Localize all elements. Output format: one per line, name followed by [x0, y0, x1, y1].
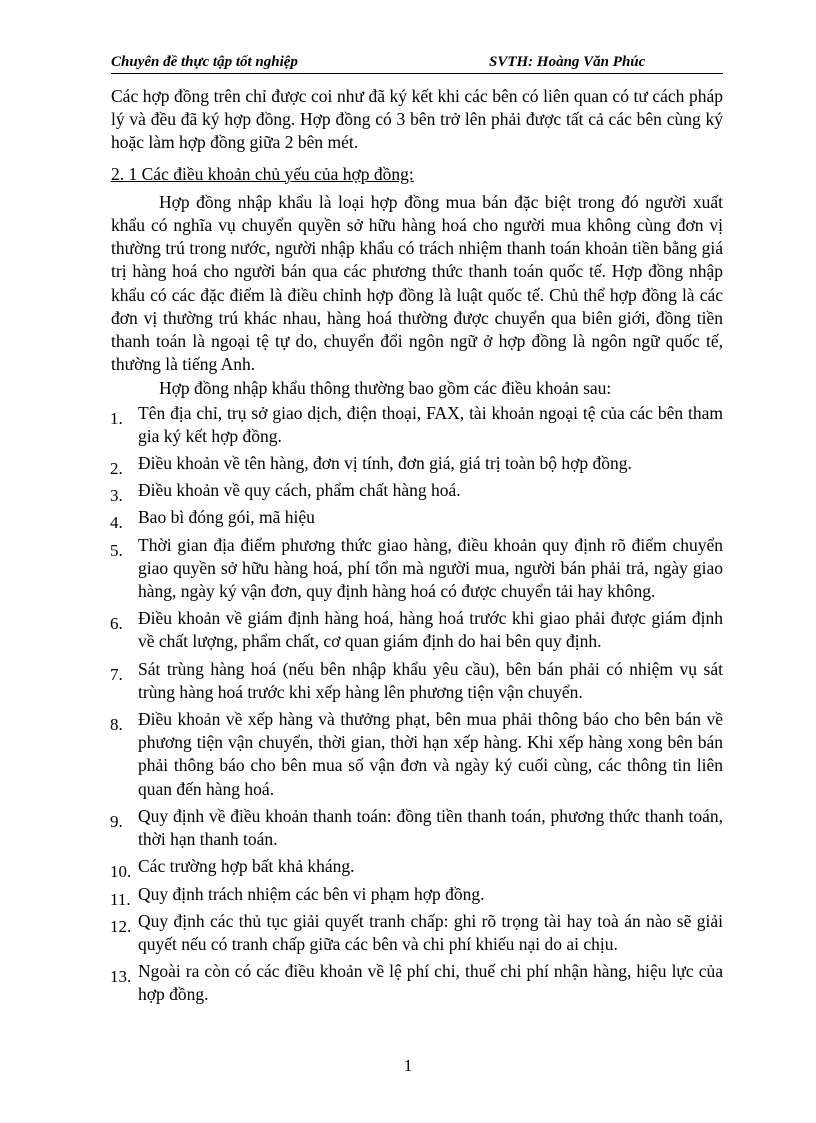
item-number: 1.	[110, 408, 123, 428]
body-paragraph: Hợp đồng nhập khẩu là loại hợp đồng mua bán đặc biệt trong đó người xuất khẩu có nghĩa vụ chuyển quyền sở hữu hàng hoá cho người mua không cùng đơn vị thường trú trong nước, người nhập khẩu có trách nhiệm thanh toán khoản tiền bằng giá trị hàng hoá cho người bán qua các phương thức thanh toán quốc tế. Hợp đồng nhập khẩu có các đặc điểm là điều chỉnh hợp đồng là luật quốc tế. Chủ thể hợp đồng là các đơn vị thường trú khác nhau, hàng hoá thường được chuyển qua biên giới, đồng tiền thanh toán là ngoại tệ tự do, chuyển đổi ngôn ngữ ở hợp đồng là ngôn ngữ quốc tế, thường là tiếng Anh.	[111, 191, 723, 375]
item-text: Quy định trách nhiệm các bên vi phạm hợp đồng.	[138, 883, 485, 904]
list-item	[111, 910, 723, 956]
item-text: Điều khoản về tên hàng, đơn vị tính, đơn giá, giá trị toàn bộ hợp đồng.	[138, 453, 632, 474]
list-item	[110, 506, 723, 533]
item-text: Thời gian địa điểm phương thức giao hàng, điều khoản quy định rõ điểm chuyển giao quyền sở hữu hàng hoá, phí tổn mà người mua, người bán phải trả, ngày giao hàng, ngày ký vận đơn, quy định hàng hoá có được chuyển tải hay không.	[138, 534, 723, 602]
list-item	[111, 805, 723, 851]
page-number: 1	[403, 1056, 413, 1075]
item-text: Điều khoản về giám định hàng hoá, hàng hoá trước khi giao phải được giám định về chất lượng, phẩm chất, cơ quan giám định do hai bên quy định.	[138, 608, 723, 652]
list-lead: Hợp đồng nhập khẩu thông thường bao gồm các điều khoản sau:	[159, 378, 612, 399]
item-text: Quy định về điều khoản thanh toán: đồng tiền thanh toán, phương thức thanh toán, thời hạn thanh toán.	[138, 805, 723, 850]
item-text: Các trường hợp bất khả kháng.	[138, 856, 355, 877]
list-item	[111, 658, 723, 704]
item-number: 5.	[110, 540, 123, 560]
item-number: 9.	[110, 811, 123, 831]
list-item	[110, 452, 723, 479]
item-number: 10.	[110, 862, 132, 882]
list-item	[111, 708, 723, 801]
item-number: 11.	[110, 889, 131, 909]
intro-paragraph: Các hợp đồng trên chỉ được coi như đã ký kết khi các bên có liên quan có tư cách pháp lý và đều đã ký hợp đồng. Hợp đồng có 3 bên trở lên phải được tất cả các bên cùng ký hoặc làm hợp đồng giữa 2 bên mét.	[111, 86, 723, 153]
list-item	[111, 960, 723, 1006]
item-number: 8.	[110, 715, 123, 735]
item-text: Điều khoản về xếp hàng và thưởng phạt, bên mua phải thông báo cho bên bán về phương tiện vận chuyển, thời gian, thời hạn xếp hàng. Khi xếp hàng xong bên bán phải thông báo cho bên mua số vận đơn và ngày ký cuối cùng, các thông tin liên quan đến hàng hoá.	[138, 709, 723, 799]
page-body	[111, 85, 723, 1011]
item-text: Quy định các thủ tục giải quyết tranh chấp: ghi rõ trọng tài hay toà án nào sẽ giải quyết nếu có tranh chấp giữa các bên và chi phí khiếu nại do ai chịu.	[138, 910, 723, 954]
list-item	[110, 883, 723, 909]
header-author: SVTH: Hoàng Văn Phúc	[489, 54, 646, 70]
list-item	[110, 855, 723, 882]
item-text: Sát trùng hàng hoá (nếu bên nhập khẩu yêu cầu), bên bán phải có nhiệm vụ sát trùng hàng hoá trước khi xếp hàng lên phương tiện vận chuyển.	[138, 658, 723, 702]
list-item	[110, 479, 723, 506]
item-number: 13.	[110, 967, 132, 987]
item-number: 12.	[110, 916, 132, 936]
list-item	[111, 402, 723, 448]
section-heading: 2. 1 Các điều khoản chủ yếu của hợp đồng:	[111, 163, 414, 184]
item-number: 6.	[110, 614, 123, 634]
item-number: 3.	[110, 486, 123, 506]
page-header	[111, 53, 723, 74]
item-text: Điều khoản về quy cách, phẩm chất hàng hoá.	[138, 480, 461, 501]
list-item	[111, 607, 723, 653]
header-title: Chuyên đề thực tập tốt nghiệp	[111, 54, 298, 70]
item-number: 2.	[110, 459, 123, 479]
item-number: 4.	[110, 513, 123, 533]
item-text: Tên địa chỉ, trụ sở giao dịch, điện thoại, FAX, tài khoản ngoại tệ của các bên tham gia ký kết hợp đồng.	[138, 402, 723, 446]
terms-list	[111, 402, 723, 1007]
item-text: Bao bì đóng gói, mã hiệu	[138, 507, 315, 528]
item-text: Ngoài ra còn có các điều khoản về lệ phí chi, thuế chi phí nhận hàng, hiệu lực của hợp đồng.	[138, 961, 723, 1005]
list-item	[111, 534, 723, 604]
item-number: 7.	[110, 664, 123, 684]
